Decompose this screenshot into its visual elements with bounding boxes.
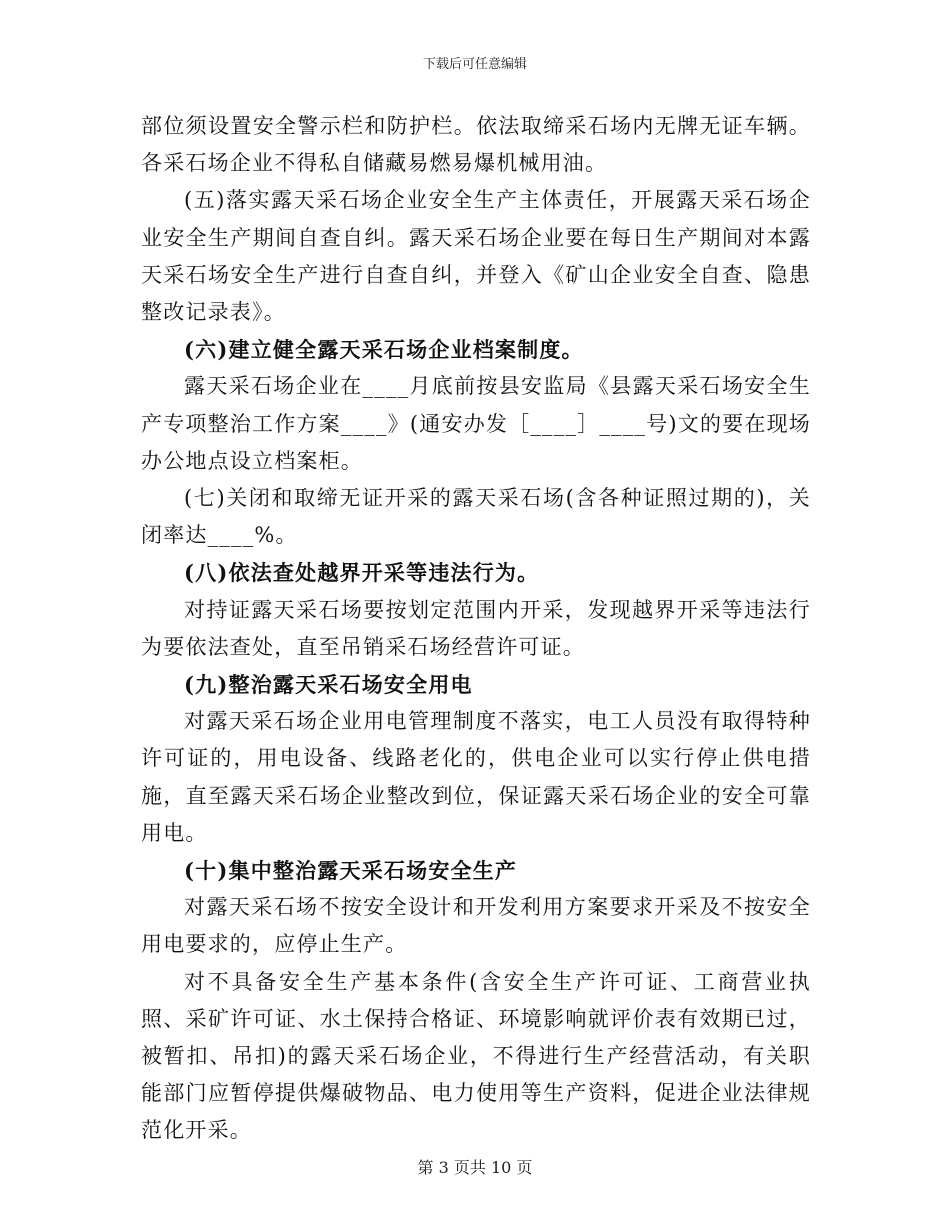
- section-heading: (十)集中整治露天采石场安全生产: [184, 858, 518, 884]
- paragraph: 对露天采石场不按安全设计和开发利用方案要求开采及不按安全用电要求的，应停止生产。: [141, 895, 811, 957]
- paragraph: (五)落实露天采石场企业安全生产主体责任，开展露天采石场企业安全生产期间自查自纠。露天采石场企业要在每日生产期间对本露天采石场安全生产进行自查自纠，并登入《矿山企业安全自查、隐患整改记录表》。: [141, 188, 811, 325]
- paragraph: 对不具备安全生产基本条件(含安全生产许可证、工商营业执照、采矿许可证、水土保持合格证、环境影响就评价表有效期已过，被暂扣、吊扣)的露天采石场企业，不得进行生产经营活动，有关职能部门应暂停提供爆破物品、电力使用等生产资料，促进企业法律规范化开采。: [141, 969, 811, 1143]
- page-header: 下载后可任意编辑: [422, 57, 527, 72]
- page-number: 第 3 页共 10 页: [417, 1158, 533, 1177]
- paragraph: 对持证露天采石场要按划定范围内开采，发现越界开采等违法行为要依法查处，直至吊销采石场经营许可证。: [141, 597, 811, 659]
- paragraph: 对露天采石场企业用电管理制度不落实，电工人员没有取得特种许可证的，用电设备、线路老化的，供电企业可以实行停止供电措施，直至露天采石场企业整改到位，保证露天采石场企业的安全可靠用电。: [141, 709, 811, 845]
- paragraph: (七)关闭和取缔无证开采的露天采石场(含各种证照过期的)，关闭率达____%。: [141, 486, 811, 548]
- section-heading: (六)建立健全露天采石场企业档案制度。: [184, 337, 584, 363]
- paragraph: 部位须设置安全警示栏和防护栏。依法取缔采石场内无牌无证车辆。各采石场企业不得私自储藏易燃易爆机械用油。: [141, 114, 811, 176]
- document-body: [141, 108, 811, 1150]
- paragraph: 露天采石场企业在____月底前按县安监局《县露天采石场安全生产专项整治工作方案____》(通安办发［____］____号)文的要在现场办公地点设立档案柜。: [141, 374, 811, 473]
- section-heading: (九)整治露天采石场安全用电: [184, 672, 473, 698]
- section-heading: (八)依法查处越界开采等违法行为。: [184, 560, 540, 586]
